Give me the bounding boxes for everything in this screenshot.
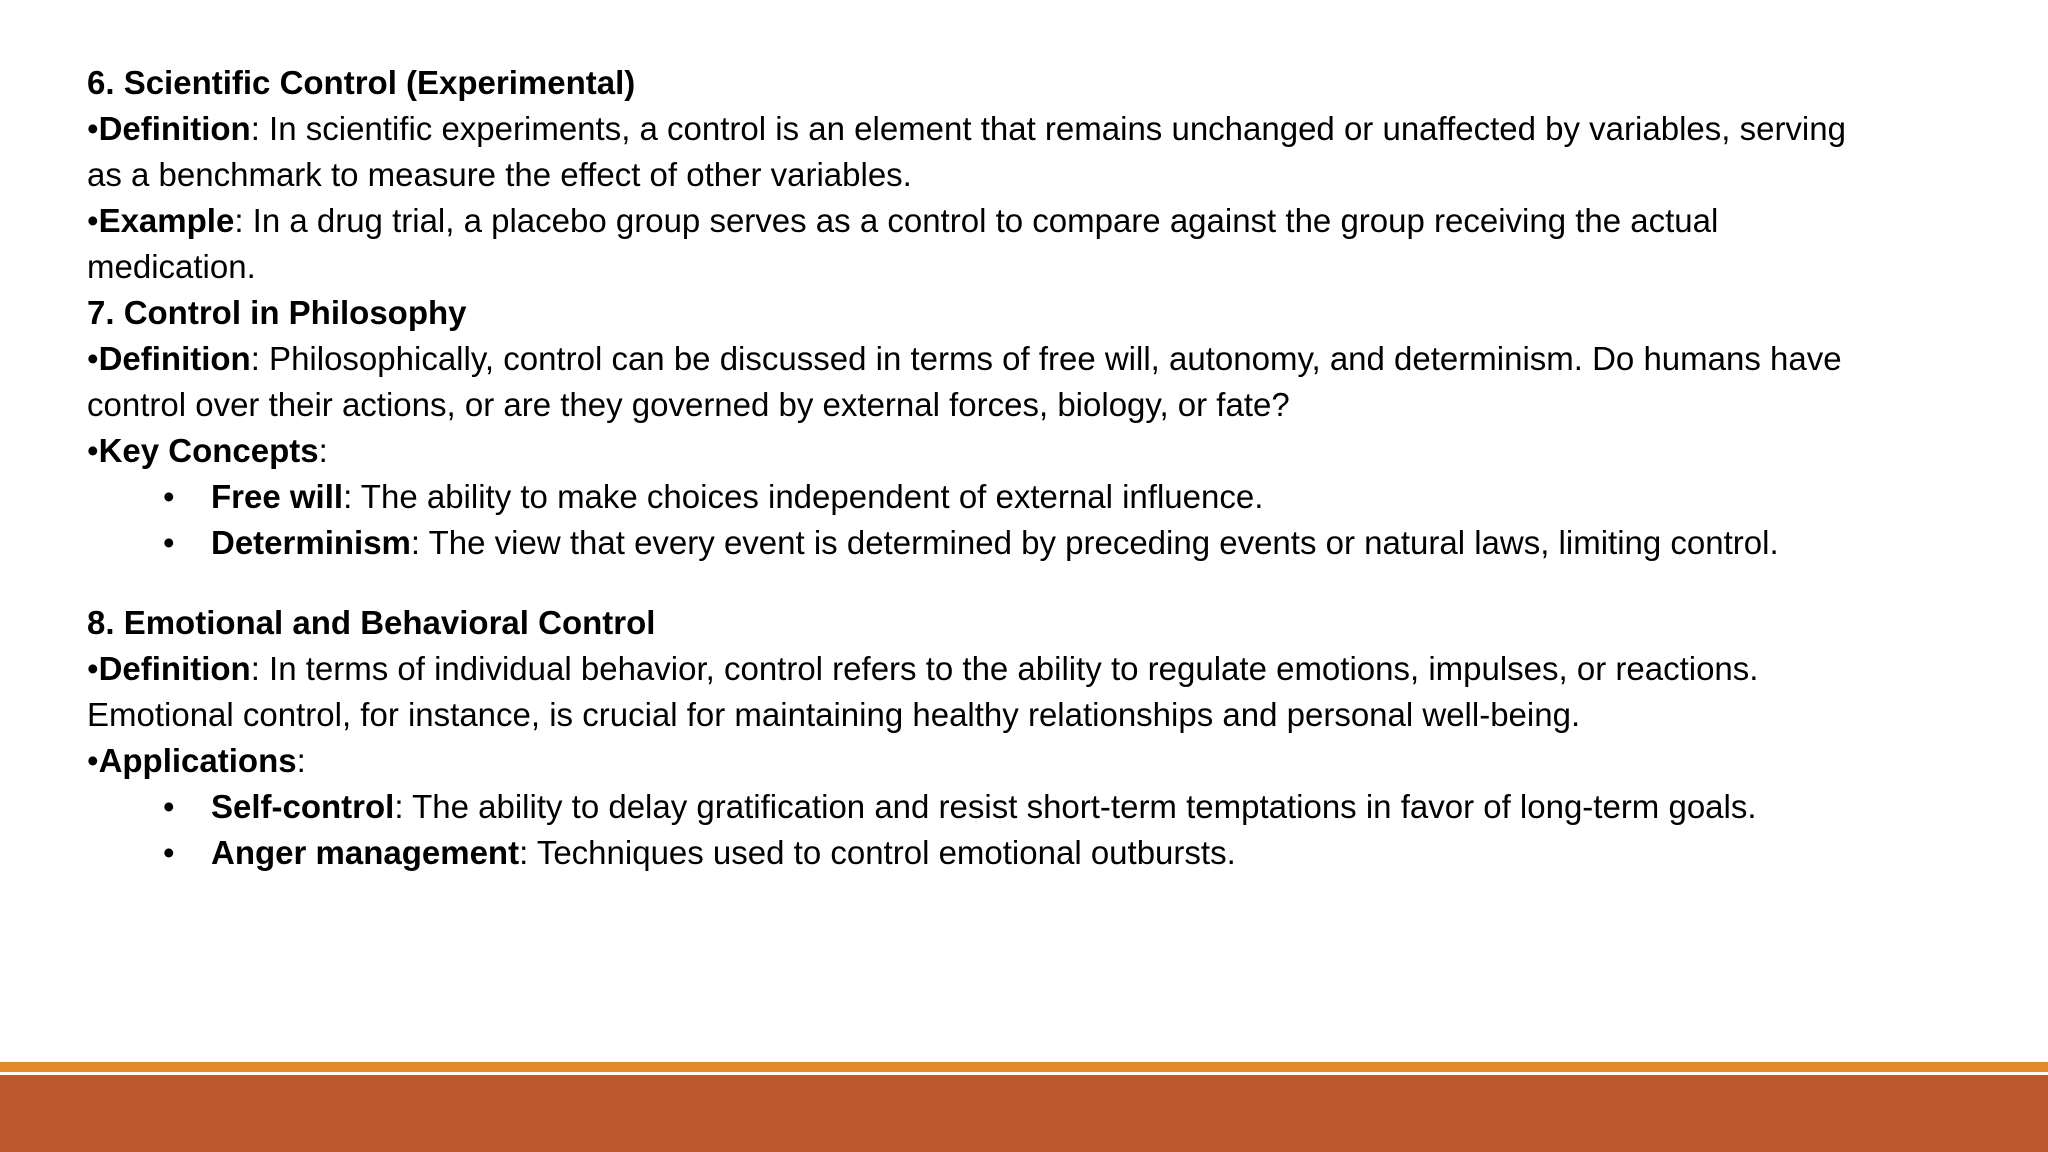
bullet-icon: • (87, 650, 99, 687)
bullet-icon: • (87, 202, 99, 239)
section-6-example-line1 (87, 198, 2007, 244)
footer-accent-stripe (0, 1062, 2048, 1072)
bullet-icon: • (87, 340, 99, 377)
section-8-definition-line2: Emotional control, for instance, is crucial for maintaining healthy relationships and personal well-being. (87, 696, 1581, 733)
definition-text: : In terms of individual behavior, control refers to the ability to regulate emotions, impulses, or reactions. (250, 650, 1759, 687)
bullet-icon: • (87, 742, 99, 779)
definition-label: Definition (98, 650, 251, 687)
footer-band (0, 1075, 2048, 1152)
definition-label: Definition (98, 110, 251, 147)
list-item-text: : The view that every event is determined by preceding events or natural laws, limiting control. (410, 524, 1779, 561)
section-6-definition-line2: as a benchmark to measure the effect of other variables. (87, 156, 912, 193)
list-item-text: : The ability to delay gratification and resist short-term temptations in favor of long-term goals. (394, 788, 1757, 825)
bullet-icon: • (163, 524, 175, 561)
definition-label: Definition (98, 340, 251, 377)
list-item-text: : Techniques used to control emotional outbursts. (519, 834, 1236, 871)
section-7-heading: 7. Control in Philosophy (87, 294, 467, 331)
list-item (87, 474, 2007, 520)
key-concepts-label: Key Concepts (98, 432, 319, 469)
section-7-definition-line1 (87, 336, 2007, 382)
example-text: : In a drug trial, a placebo group serves as a control to compare against the group receiving the actual (234, 202, 1719, 239)
list-item-term: Free will (211, 478, 344, 515)
list-item-term: Self-control (211, 788, 395, 825)
section-8-heading: 8. Emotional and Behavioral Control (87, 604, 656, 641)
list-item-term: Anger management (211, 834, 520, 871)
list-item-term: Determinism (211, 524, 411, 561)
bullet-icon: • (163, 788, 175, 825)
section-6-heading: 6. Scientific Control (Experimental) (87, 64, 636, 101)
bullet-icon: • (163, 834, 175, 871)
section-8-applications-line (87, 738, 2007, 784)
slide-body (87, 60, 2007, 876)
list-item (87, 830, 2007, 876)
bullet-icon: • (163, 478, 175, 515)
key-concepts-suffix: : (318, 432, 328, 469)
applications-label: Applications (98, 742, 297, 779)
definition-text: : In scientific experiments, a control is an element that remains unchanged or unaffected by variables, serving (250, 110, 1846, 147)
bullet-icon: • (87, 432, 99, 469)
section-7-concepts-line (87, 428, 2007, 474)
definition-text: : Philosophically, control can be discussed in terms of free will, autonomy, and determinism. Do humans have (250, 340, 1842, 377)
list-item (87, 784, 2007, 830)
section-6-definition-line1 (87, 106, 2007, 152)
section-gap (87, 566, 2007, 600)
bullet-icon: • (87, 110, 99, 147)
section-6-example-line2: medication. (87, 248, 256, 285)
list-item (87, 520, 2007, 566)
section-7-definition-line2: control over their actions, or are they governed by external forces, biology, or fate? (87, 386, 1290, 423)
list-item-text: : The ability to make choices independent of external influence. (343, 478, 1264, 515)
example-label: Example (98, 202, 235, 239)
applications-suffix: : (296, 742, 306, 779)
section-8-definition-line1 (87, 646, 2007, 692)
